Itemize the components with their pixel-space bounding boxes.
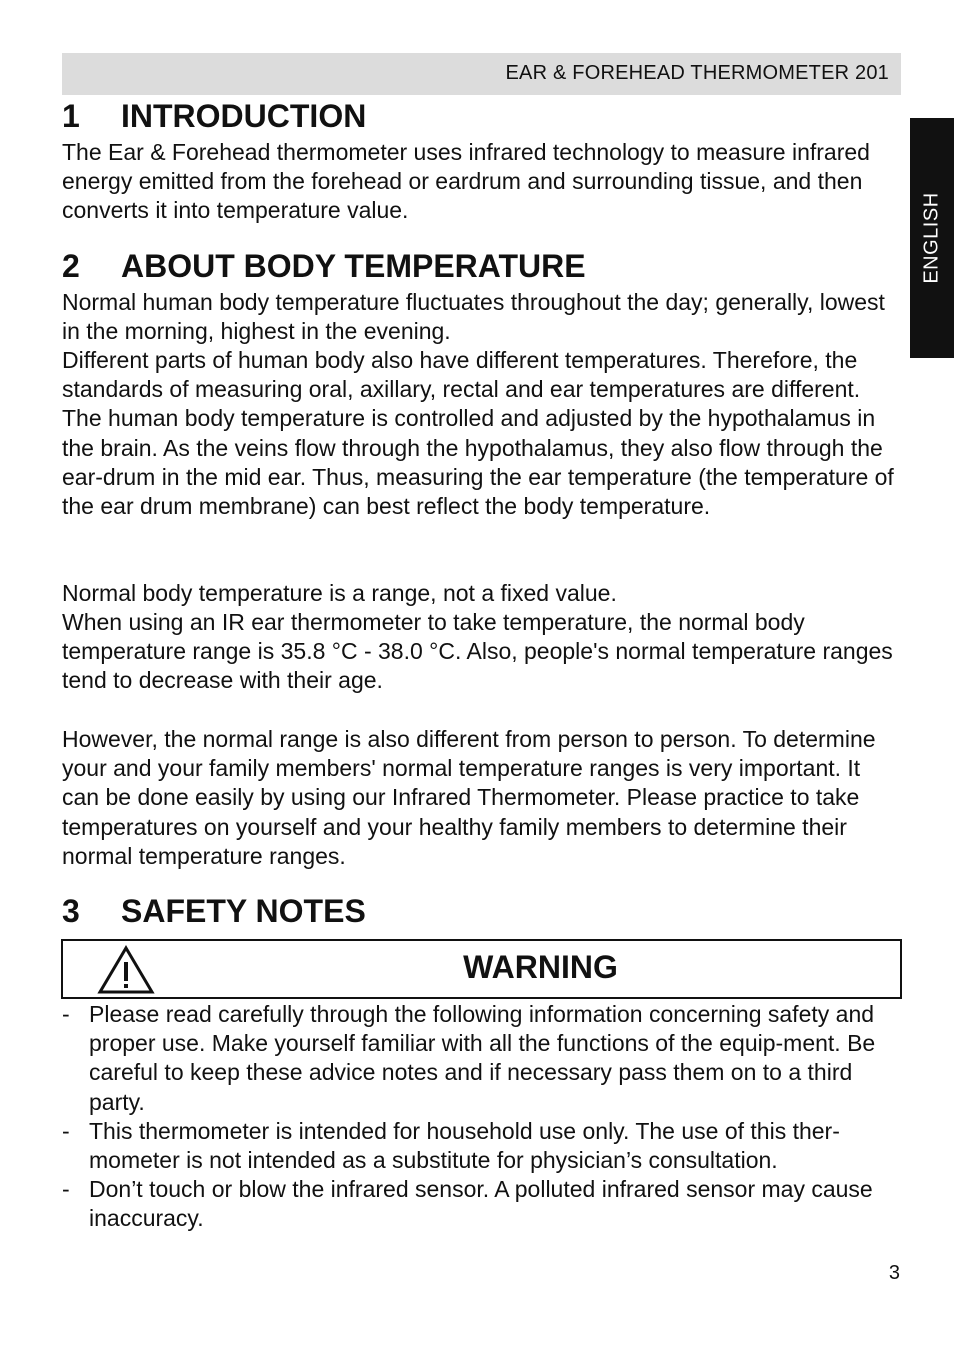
body-temp-paragraph-5: However, the normal range is also different from person to person. To determine your and your family members' normal temperature ranges is very important. It can be done easily by using our Infrared Thermometer. Please practice to take temperatures on yourself and your healthy family members to determine their normal temperature ranges. [62,726,876,869]
section-heading-body-temperature: 2 ABOUT BODY TEMPERATURE [62,248,586,284]
document-title: EAR & FOREHEAD THERMOMETER 201 [505,62,889,84]
page-number: 3 [888,1262,900,1284]
list-item: - This thermometer is intended for household use only. The use of this ther-mometer is not intended as a substitute for physician’s consultation. [62,1117,840,1174]
body-temp-paragraph-4: When using an IR ear thermometer to take temperature, the normal body temperature range is 35.8 °C - 38.0 °C. Also, people's normal temperature ranges tend to decrease with their age. [62,609,893,694]
introduction-paragraph: The Ear & Forehead thermometer uses infrared technology to measure infrared energy emitted from the forehead or eardrum and surrounding tissue, and then converts it into temperature value. [62,139,870,224]
body-temp-paragraph-1: Normal human body temperature fluctuates throughout the day; generally, lowest in the morning, highest in the evening. [62,289,885,345]
warning-box [61,939,902,999]
header-bar [62,53,901,95]
body-temp-paragraph-3: Normal body temperature is a range, not a fixed value. [62,580,617,606]
section-heading-introduction: 1 INTRODUCTION [62,98,367,134]
body-temp-paragraph-2: Different parts of human body also have different temperatures. Therefore, the standards of measuring oral, axillary, rectal and ear temperatures are different. The human body temperature is controlled and adjusted by the hypothalamus in the brain. As the veins flow through the hypothalamus, they also flow through the ear-drum in the mid ear. Thus, measuring the ear temperature (the temperature of the ear drum membrane) can best reflect the body temperature. [62,347,894,520]
language-tab [910,118,954,358]
language-label: ENGLISH [920,192,943,284]
safety-notes-list [62,1000,904,1234]
section-heading-safety-notes: 3 SAFETY NOTES [62,893,366,929]
list-item: - Please read carefully through the following information concerning safety and proper use. Make yourself familiar with all the functions of the equip-ment. Be careful to keep these advice notes and if necessary pass them on to a third party. [62,1001,876,1115]
warning-title: WARNING [463,949,618,985]
list-item: - Don’t touch or blow the infrared sensor. A polluted infrared sensor may cause inaccuracy. [62,1176,873,1232]
